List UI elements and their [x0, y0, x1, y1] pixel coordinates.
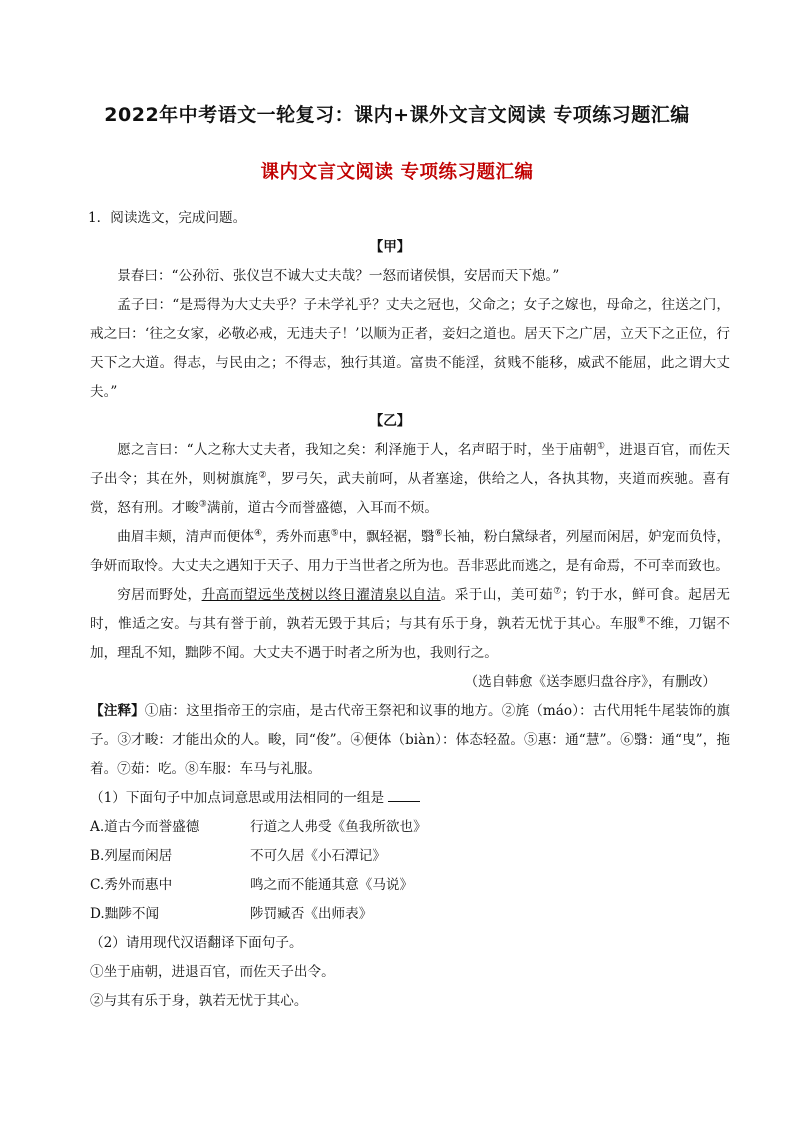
question-body [90, 204, 730, 1016]
notes-text: ①庙：这里指帝王的宗庙，是古代帝王祭祀和议事的地方。②旄（máo）：古代用牦牛尾装饰的旗子。③才畯：才能出众的人。畯，同“俊”。④便体（biàn）：体态轻盈。⑤惠：通“慧”。⑥翳：通“曳”，拖着。⑦茹：吃。⑧车服：车马与礼服。 [90, 703, 730, 777]
underlined-sentence: 升高而望远坐茂树以终日濯清泉以自洁 [201, 587, 441, 603]
text-span: 愿之言曰：“人之称大丈夫者，我知之矣：利泽施于人，名声昭于时，坐于庙朝 [117, 442, 597, 458]
option-b[interactable] [90, 842, 730, 871]
option-c[interactable] [90, 871, 730, 900]
note-mark: ③ [198, 499, 207, 510]
option-a[interactable] [90, 813, 730, 842]
section-label-jia: 【甲】 [369, 239, 411, 255]
option-d[interactable] [90, 900, 730, 929]
source-citation: （选自韩愈《送李愿归盘谷序》，有删改） [464, 674, 716, 690]
text-span: 不维，刀锯不加，理乱不知，黜陟不闻。大丈夫不遇于时者之所为也，我则行之。 [90, 616, 731, 661]
text-span: ，罗弓矢，武夫前呵，从者塞途，供给之人，各执其物，夹道而疾驰。喜有赏，怒有刑。才畯 [90, 471, 731, 516]
question-number: 1．阅读选文，完成问题。 [88, 210, 247, 226]
stem-text: （1）下面句子中加点词意思或用法相同的一组是 [90, 790, 385, 806]
option-right: 鸣之而不能通其意《马说》 [250, 877, 414, 893]
option-right: 行道之人弗受《鱼我所欲也》 [250, 819, 427, 835]
option-left: C.秀外而惠中 [90, 877, 173, 893]
note-mark: ④ [254, 528, 263, 539]
yi-paragraph-2 [90, 523, 730, 581]
text-span: 长袖，粉白黛绿者，列屋而闲居，妒宠而负恃，争妍而取怜。大丈夫之遇知于天子、用力于当世者之所为也。吾非恶此而逃之，是有命焉，不可幸而致也。 [90, 529, 731, 574]
translate-item-1: ①坐于庙朝，进退百官，而佐天子出令。 [90, 964, 335, 980]
text-span: ，进退百官，而佐天子出令；其在外，则树旗旄 [90, 442, 731, 487]
text-span: 穷居而野处， [117, 587, 202, 603]
text-span: ，秀外而惠 [262, 529, 331, 545]
sub-title: 课内文言文阅读 专项练习题汇编 [260, 162, 534, 183]
text-span: ；钓于水，鲜可食。起居无时，惟适之安。与其有誉于前，孰若无毁于其后；与其有乐于身，孰若无忧于其心。车服 [90, 587, 731, 632]
text-span: 满前，道古今而誉盛德，入耳而不烦。 [206, 500, 438, 516]
option-right: 陟罚臧否《出师表》 [250, 906, 373, 922]
text-span: 曲眉丰颊，清声而便体 [117, 529, 255, 545]
notes-label: 【注释】 [90, 703, 145, 719]
note-mark: ⑥ [434, 528, 443, 539]
answer-blank[interactable] [388, 789, 420, 802]
sub-question-1-stem [90, 784, 730, 813]
text-span: 中，飘轻裾，翳 [338, 529, 435, 545]
translate-item-2: ②与其有乐于身，孰若无忧于其心。 [90, 993, 308, 1009]
text-span: 。采于山，美可茹 [440, 587, 554, 603]
notes [90, 697, 730, 784]
note-mark: ⑧ [637, 615, 647, 626]
sub-question-2-stem: （2）请用现代汉语翻译下面句子。 [90, 935, 303, 951]
note-mark: ② [258, 470, 268, 481]
option-right: 不可久居《小石潭记》 [250, 848, 386, 864]
note-mark: ① [596, 441, 606, 452]
yi-paragraph-3 [90, 581, 730, 668]
main-title: 2022年中考语文一轮复习：课内+课外文言文阅读 专项练习题汇编 [104, 104, 690, 126]
jia-paragraph-1: 景春曰：“公孙衍、张仪岂不诚大丈夫哉？一怒而诸侯惧，安居而天下熄。” [117, 268, 560, 284]
yi-paragraph-1 [90, 436, 730, 523]
section-label-yi: 【乙】 [369, 413, 411, 429]
note-mark: ⑤ [330, 528, 339, 539]
jia-paragraph-2: 孟子曰：“是焉得为大丈夫乎？子未学礼乎？丈夫之冠也，父命之；女子之嫁也，母命之，往送之门，戒之曰：‘往之女家，必敬必戒，无违夫子！’以顺为正者，妾妇之道也。居天下之广居，立天下之正位，行天下之大道。得志，与民由之；不得志，独行其道。富贵不能淫，贫贱不能移，威武不能屈，此之谓大丈夫。” [90, 297, 730, 400]
option-left: D.黜陟不闻 [90, 906, 160, 922]
option-left: B.列屋而闲居 [90, 848, 173, 864]
option-left: A.道古今而誉盛德 [90, 819, 200, 835]
note-mark: ⑦ [553, 586, 562, 597]
